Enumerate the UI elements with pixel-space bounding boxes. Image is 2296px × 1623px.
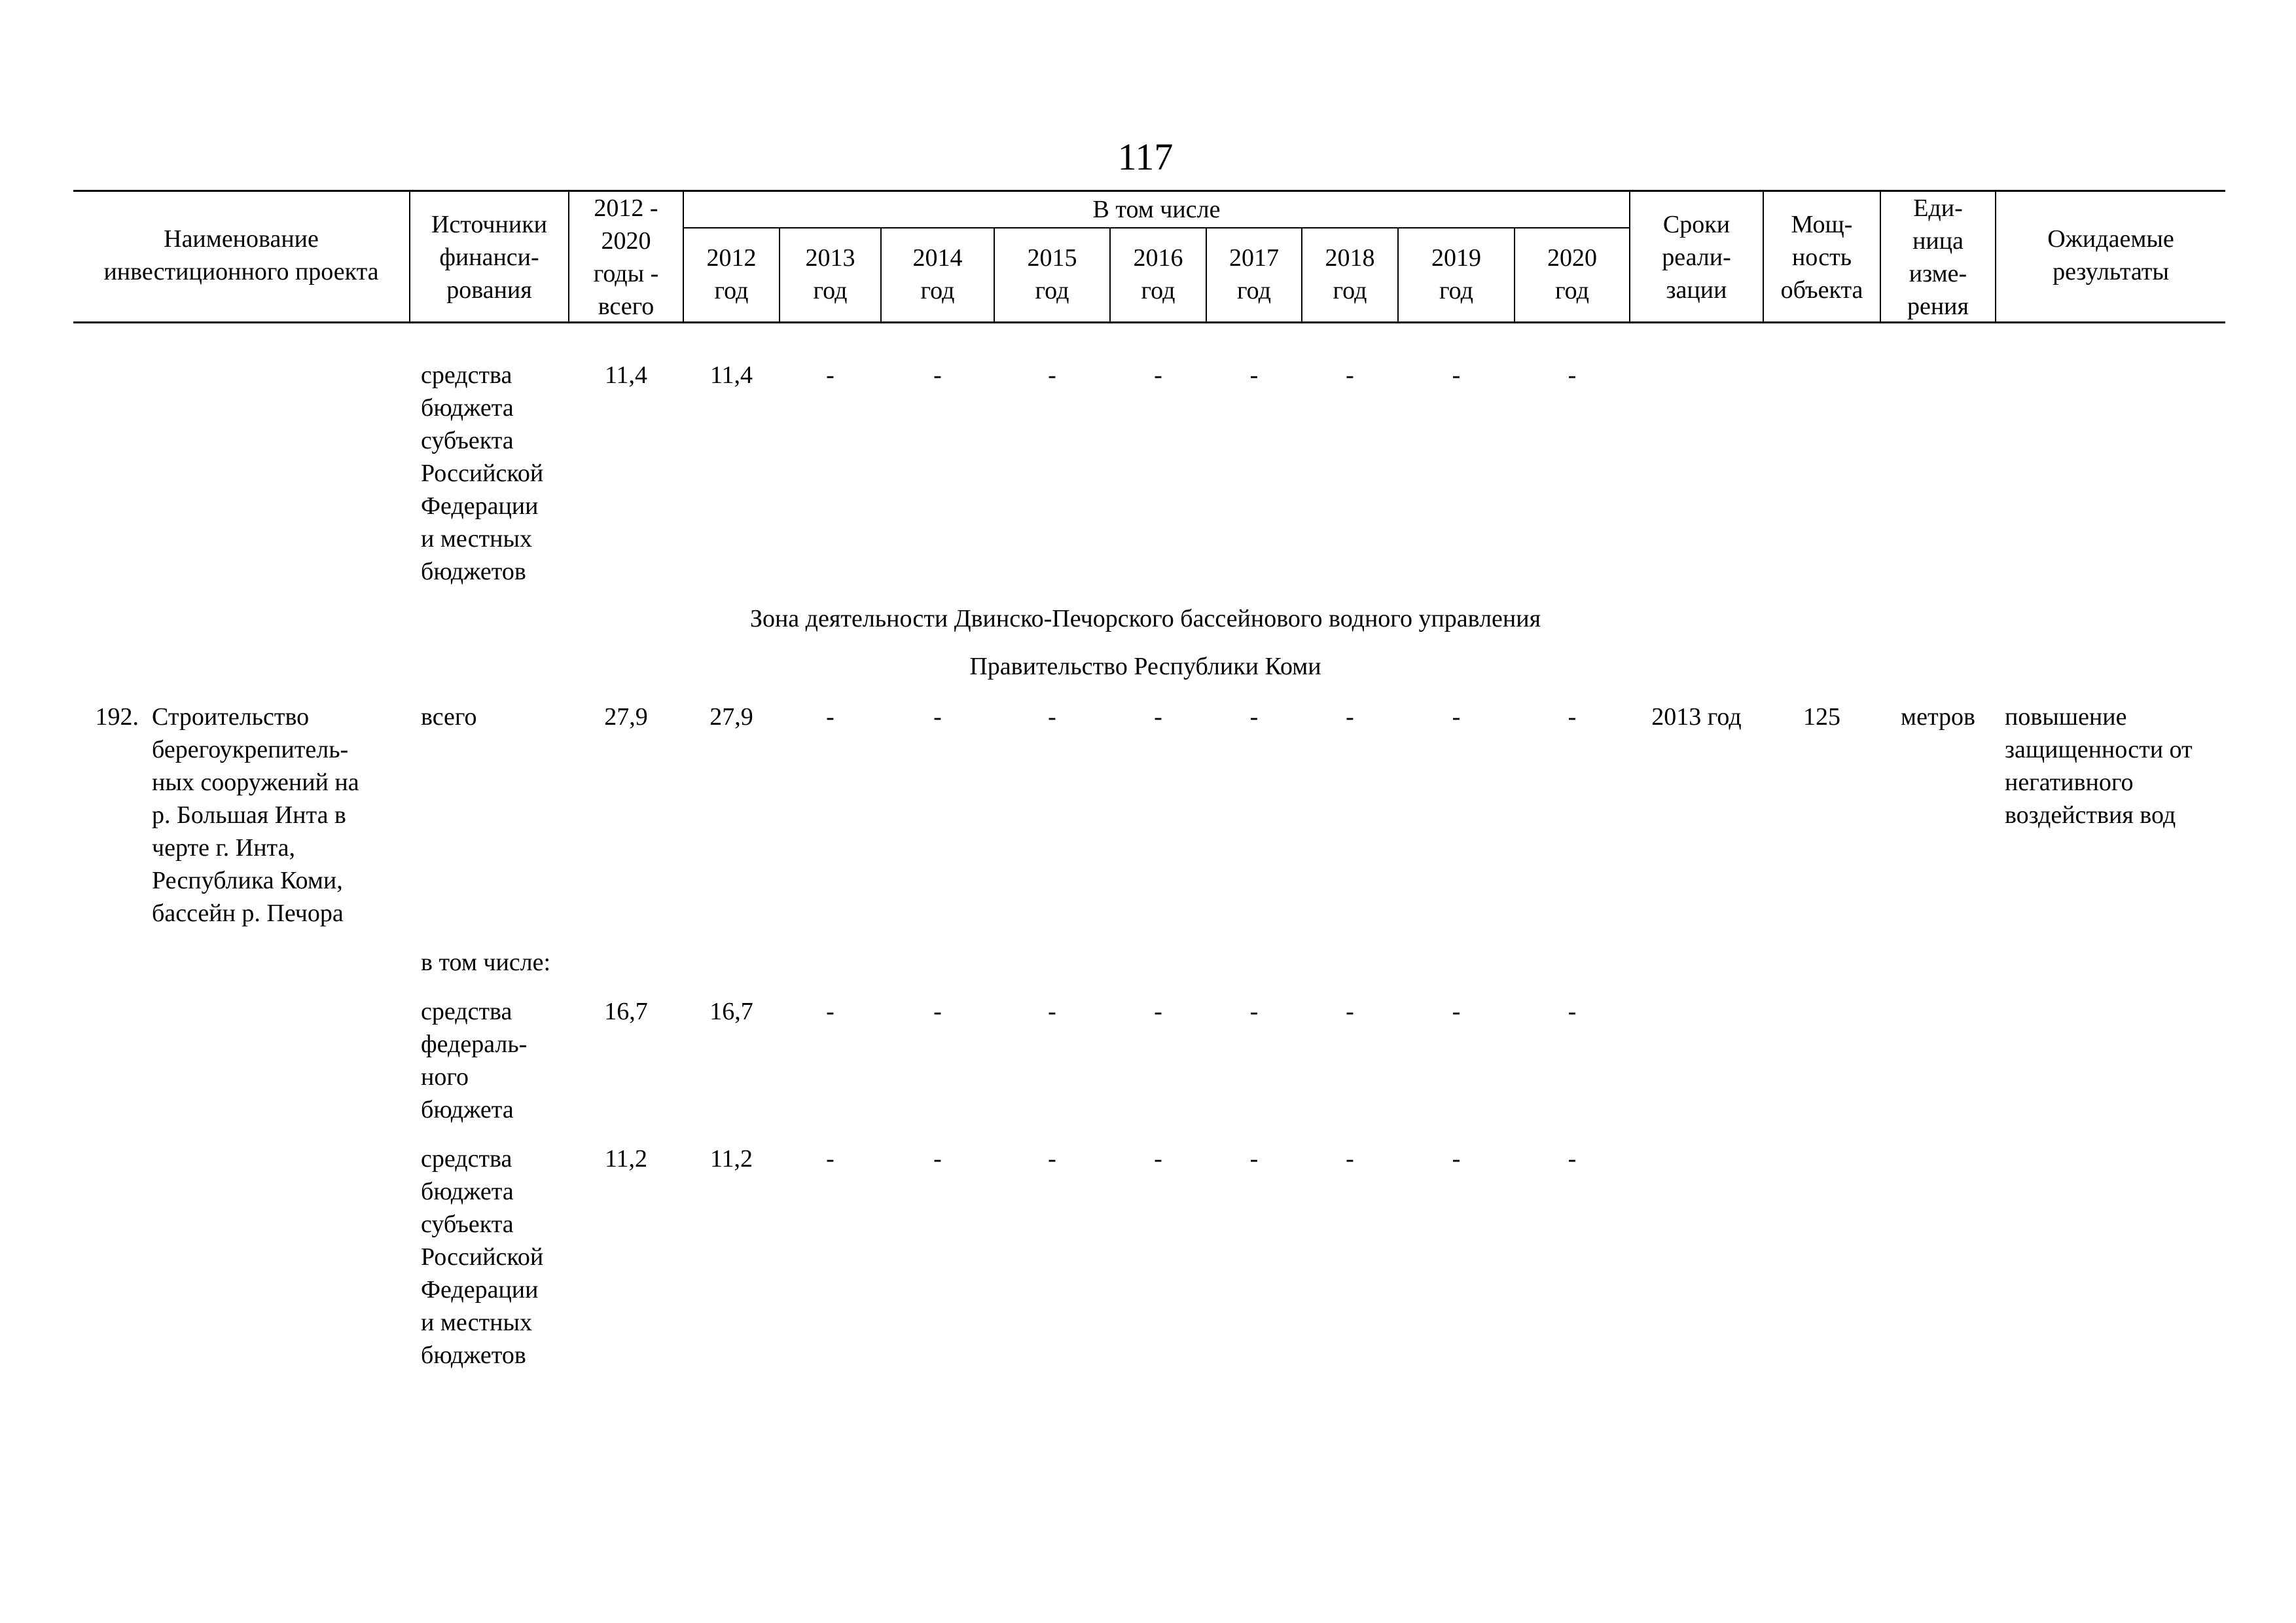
header-results: Ожидаемые результаты xyxy=(2047,225,2174,285)
year-value-cell: 16,7 xyxy=(709,998,753,1025)
year-value-cell: - xyxy=(1346,703,1354,731)
unit-cell: метров xyxy=(1901,703,1975,731)
zone-title: Зона деятельности Двинско-Печорского бассейнового водного управления xyxy=(749,605,1541,632)
total-cell: 16,7 xyxy=(604,998,648,1025)
year-value-cell: - xyxy=(1048,703,1056,731)
year-value-cell: - xyxy=(933,1145,942,1173)
project-name: Строительство берегоукрепитель- ных сооружений на р. Большая Инта в черте г. Инта, Республика Коми, бассейн р. Печора xyxy=(152,703,359,927)
total-cell: 11,2 xyxy=(604,1145,648,1173)
year-value-cell: - xyxy=(1249,703,1259,731)
project-number: 192. xyxy=(95,703,139,731)
year-value-cell: - xyxy=(1154,361,1162,389)
header-including: В том числе xyxy=(1092,196,1221,223)
year-value-cell: - xyxy=(1452,1145,1461,1173)
year-value-cell: - xyxy=(1048,998,1056,1025)
header-year-2014: 2014 год xyxy=(912,244,963,304)
source-cell: средства бюджета субъекта Российской Федерации и местных бюджетов xyxy=(421,1145,544,1369)
year-value-cell: 11,4 xyxy=(709,361,753,389)
source-cell: всего xyxy=(421,703,477,731)
year-value-cell: - xyxy=(826,361,834,389)
year-value-cell: - xyxy=(1452,998,1461,1025)
year-value-cell: - xyxy=(1568,703,1577,731)
year-value-cell: - xyxy=(1568,998,1577,1025)
capacity-cell: 125 xyxy=(1803,703,1840,731)
year-value-cell: - xyxy=(1154,1145,1162,1173)
terms-cell: 2013 год xyxy=(1651,703,1742,731)
header-name: Наименование инвестиционного проекта xyxy=(103,225,379,285)
year-value-cell: 27,9 xyxy=(709,703,753,731)
year-value-cell: - xyxy=(933,998,942,1025)
header-capacity: Мощ- ность объекта xyxy=(1780,211,1863,304)
year-value-cell: - xyxy=(1048,1145,1056,1173)
year-value-cell: - xyxy=(1249,1145,1259,1173)
header-total: 2012 - 2020 годы - всего xyxy=(593,194,659,320)
year-value-cell: 11,2 xyxy=(709,1145,753,1173)
header-terms: Сроки реали- зации xyxy=(1662,211,1731,304)
year-value-cell: - xyxy=(1154,703,1162,731)
total-cell: 27,9 xyxy=(604,703,648,731)
year-value-cell: - xyxy=(933,361,942,389)
header-sources: Источники финанси- рования xyxy=(431,211,547,304)
year-value-cell: - xyxy=(1568,1145,1577,1173)
including-divider-line xyxy=(683,227,1629,228)
header-year-2015: 2015 год xyxy=(1027,244,1077,304)
header-year-2019: 2019 год xyxy=(1431,244,1481,304)
year-value-cell: - xyxy=(1249,998,1259,1025)
year-value-cell: - xyxy=(933,703,942,731)
header-year-2016: 2016 год xyxy=(1133,244,1183,304)
year-value-cell: - xyxy=(826,703,834,731)
header-year-2020: 2020 год xyxy=(1547,244,1597,304)
header-year-2013: 2013 год xyxy=(805,244,855,304)
year-value-cell: - xyxy=(1346,998,1354,1025)
results-cell: повышение защищенности от негативного воздействия вод xyxy=(2005,703,2193,829)
including-label: в том числе: xyxy=(421,949,551,976)
header-year-2017: 2017 год xyxy=(1229,244,1279,304)
header-year-2012: 2012 год xyxy=(706,244,757,304)
source-cell: средства федераль- ного бюджета xyxy=(421,998,528,1123)
total-cell: 11,4 xyxy=(604,361,648,389)
source-cell: средства бюджета субъекта Российской Федерации и местных бюджетов xyxy=(421,361,544,585)
year-value-cell: - xyxy=(1346,361,1354,389)
year-value-cell: - xyxy=(826,998,834,1025)
header-unit: Еди- ница изме- рения xyxy=(1907,194,1969,320)
year-value-cell: - xyxy=(1048,361,1056,389)
organization-title: Правительство Республики Коми xyxy=(969,653,1321,680)
year-value-cell: - xyxy=(1452,703,1461,731)
year-value-cell: - xyxy=(1452,361,1461,389)
year-value-cell: - xyxy=(1154,998,1162,1025)
page-number: 117 xyxy=(1117,136,1174,178)
year-value-cell: - xyxy=(1346,1145,1354,1173)
year-value-cell: - xyxy=(1249,361,1259,389)
year-value-cell: - xyxy=(826,1145,834,1173)
header-year-2018: 2018 год xyxy=(1325,244,1375,304)
year-value-cell: - xyxy=(1568,361,1577,389)
